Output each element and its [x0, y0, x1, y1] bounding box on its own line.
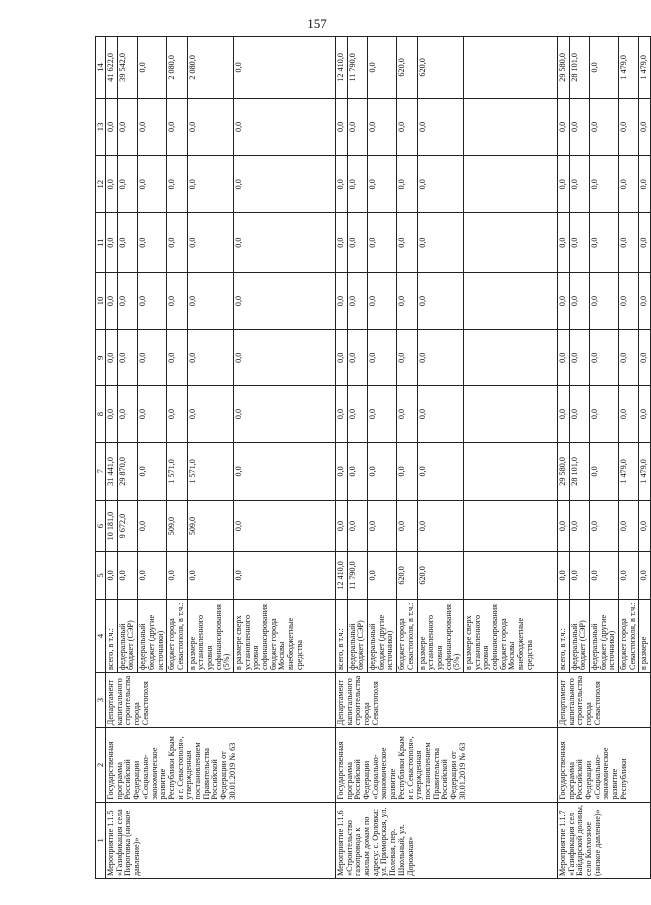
- value-cell: 0,0: [234, 213, 336, 272]
- value-cell: 0,0: [336, 98, 348, 155]
- funding-source-cell: в размере сверх установленного уровня софинансирования бюджет города Москвы внебюджетные средства: [463, 599, 557, 672]
- value-cell: 0,0: [117, 386, 137, 442]
- funding-source-cell: всего, в т.ч.:: [106, 599, 118, 672]
- value-cell: [463, 98, 557, 155]
- value-cell: 0,0: [167, 213, 187, 272]
- value-cell: 0,0: [397, 272, 417, 329]
- value-cell: [463, 37, 557, 99]
- value-cell: 0,0: [397, 330, 417, 386]
- value-cell: 11 790,0: [347, 37, 367, 99]
- value-cell: 0,0: [569, 330, 589, 386]
- rotated-table-container: [95, 36, 649, 879]
- value-cell: 0,0: [347, 98, 367, 155]
- value-cell: 0,0: [590, 501, 619, 552]
- value-cell: 0,0: [639, 98, 651, 155]
- page-number: 157: [307, 16, 327, 31]
- column-number-row: [96, 37, 106, 879]
- funding-source-cell: федеральный бюджет (другие источники): [368, 599, 397, 672]
- value-cell: 0,0: [187, 213, 233, 272]
- value-cell: 39 542,0: [117, 37, 137, 99]
- value-cell: 1 479,0: [619, 442, 639, 500]
- funding-source-cell: федеральный бюджет (другие источники): [138, 599, 167, 672]
- value-cell: 0,0: [347, 442, 367, 500]
- value-cell: 0,0: [557, 213, 569, 272]
- value-cell: 0,0: [639, 552, 651, 600]
- value-cell: 0,0: [117, 213, 137, 272]
- funding-source-cell: федеральный бюджет (другие источники): [590, 599, 619, 672]
- value-cell: 0,0: [590, 37, 619, 99]
- funding-source-cell: в размере установленного уровня софинансирования (5%): [187, 599, 233, 672]
- value-cell: 0,0: [639, 213, 651, 272]
- value-cell: 1 479,0: [619, 37, 639, 99]
- value-cell: 0,0: [347, 213, 367, 272]
- value-cell: 0,0: [417, 213, 463, 272]
- value-cell: 0,0: [167, 272, 187, 329]
- column-number-cell: 11: [96, 213, 106, 272]
- value-cell: 0,0: [569, 272, 589, 329]
- value-cell: 0,0: [336, 386, 348, 442]
- value-cell: [463, 501, 557, 552]
- table-row: [106, 37, 118, 879]
- value-cell: [463, 213, 557, 272]
- value-cell: 0,0: [138, 386, 167, 442]
- value-cell: 0,0: [557, 156, 569, 213]
- value-cell: 0,0: [234, 552, 336, 600]
- value-cell: 10 181,0: [106, 501, 118, 552]
- value-cell: 0,0: [117, 98, 137, 155]
- measure-cell: Мероприятие 1.1.6 «Строительство газопровода к жилым домам по адресу: с. Орловка: ул. Приморская, ул. Полевая, пер. Школьный, ул. Дорожная»: [336, 802, 558, 878]
- value-cell: [463, 386, 557, 442]
- value-cell: 0,0: [368, 442, 397, 500]
- value-cell: 0,0: [397, 213, 417, 272]
- value-cell: [463, 442, 557, 500]
- value-cell: 0,0: [639, 272, 651, 329]
- value-cell: 1 571,0: [187, 442, 233, 500]
- value-cell: 0,0: [557, 552, 569, 600]
- value-cell: 0,0: [557, 386, 569, 442]
- value-cell: 0,0: [138, 552, 167, 600]
- value-cell: 0,0: [347, 501, 367, 552]
- value-cell: 0,0: [397, 386, 417, 442]
- value-cell: 0,0: [234, 272, 336, 329]
- value-cell: [463, 156, 557, 213]
- value-cell: 0,0: [234, 442, 336, 500]
- value-cell: 28 101,0: [569, 37, 589, 99]
- value-cell: 0,0: [619, 272, 639, 329]
- value-cell: 620,0: [417, 552, 463, 600]
- value-cell: [463, 330, 557, 386]
- value-cell: 0,0: [417, 386, 463, 442]
- value-cell: 0,0: [106, 330, 118, 386]
- column-number-cell: 14: [96, 37, 106, 99]
- value-cell: 28 101,0: [569, 442, 589, 500]
- value-cell: 0,0: [368, 501, 397, 552]
- value-cell: 29 580,0: [557, 442, 569, 500]
- value-cell: 0,0: [417, 272, 463, 329]
- funding-table: [95, 36, 651, 879]
- value-cell: 0,0: [187, 98, 233, 155]
- value-cell: 0,0: [138, 37, 167, 99]
- funding-source-cell: всего, в т.ч.:: [557, 599, 569, 672]
- value-cell: 0,0: [368, 98, 397, 155]
- value-cell: 12 410,0: [336, 552, 348, 600]
- value-cell: 0,0: [368, 37, 397, 99]
- value-cell: 0,0: [187, 156, 233, 213]
- value-cell: 0,0: [417, 98, 463, 155]
- value-cell: 0,0: [167, 330, 187, 386]
- value-cell: 0,0: [187, 386, 233, 442]
- value-cell: 0,0: [590, 442, 619, 500]
- value-cell: 0,0: [167, 98, 187, 155]
- value-cell: 0,0: [590, 272, 619, 329]
- value-cell: 0,0: [117, 272, 137, 329]
- funding-source-cell: федеральный бюджет (СЭР): [117, 599, 137, 672]
- value-cell: 0,0: [557, 98, 569, 155]
- value-cell: 0,0: [557, 330, 569, 386]
- program-cell: Государственная программа Российской Федерации «Социально-экономическое развитие Республики Крым и г. Севастополя», утвержденная постановлением Правительства Российской Федерации от 30.01.2019 № 63: [336, 728, 558, 802]
- funding-source-cell: бюджет города Севастополя, в т.ч.:: [397, 599, 417, 672]
- value-cell: 0,0: [347, 330, 367, 386]
- value-cell: 0,0: [347, 272, 367, 329]
- program-cell: Государственная программа Российской Федерации «Социально-экономическое развитие Республики Крым и г. Севастополя», утвержденная постановлением Правительства Российской Федерации от 30.01.2019 № 63: [106, 728, 336, 802]
- value-cell: 509,0: [167, 501, 187, 552]
- value-cell: 0,0: [336, 156, 348, 213]
- value-cell: 0,0: [368, 386, 397, 442]
- value-cell: 0,0: [106, 272, 118, 329]
- funding-source-cell: в размере сверх установленного уровня софинансирования бюджет города Москвы внебюджетные средства: [234, 599, 336, 672]
- value-cell: 0,0: [234, 501, 336, 552]
- value-cell: 0,0: [368, 330, 397, 386]
- value-cell: 0,0: [397, 98, 417, 155]
- value-cell: 0,0: [397, 501, 417, 552]
- value-cell: 0,0: [234, 37, 336, 99]
- value-cell: 0,0: [347, 156, 367, 213]
- value-cell: 0,0: [234, 156, 336, 213]
- value-cell: 620,0: [397, 37, 417, 99]
- value-cell: 0,0: [106, 213, 118, 272]
- value-cell: 0,0: [397, 442, 417, 500]
- value-cell: 0,0: [106, 156, 118, 213]
- value-cell: 41 622,0: [106, 37, 118, 99]
- value-cell: 0,0: [187, 552, 233, 600]
- value-cell: [463, 552, 557, 600]
- value-cell: 0,0: [619, 98, 639, 155]
- funding-source-cell: бюджет города Севастополя, в т.ч.:: [167, 599, 187, 672]
- value-cell: 0,0: [569, 552, 589, 600]
- column-number-cell: 1: [96, 802, 106, 878]
- column-number-cell: 7: [96, 442, 106, 500]
- column-number-cell: 12: [96, 156, 106, 213]
- value-cell: 2 080,0: [167, 37, 187, 99]
- value-cell: 2 080,0: [187, 37, 233, 99]
- column-number-cell: 8: [96, 386, 106, 442]
- value-cell: 0,0: [619, 552, 639, 600]
- funding-source-cell: в размере: [639, 599, 651, 672]
- value-cell: 0,0: [234, 330, 336, 386]
- measure-cell: Мероприятие 1.1.7 «Газификация сел Байдарской долины, село Колхозное (низкое давление)»: [557, 802, 650, 878]
- value-cell: 0,0: [336, 330, 348, 386]
- value-cell: 0,0: [417, 156, 463, 213]
- value-cell: 0,0: [138, 272, 167, 329]
- executor-cell: Департамент капитального строительства города Севастополя: [106, 673, 336, 728]
- value-cell: 0,0: [106, 386, 118, 442]
- value-cell: 0,0: [639, 156, 651, 213]
- value-cell: 0,0: [138, 501, 167, 552]
- funding-source-cell: федеральный бюджет (СЭР): [347, 599, 367, 672]
- value-cell: 0,0: [619, 156, 639, 213]
- value-cell: 0,0: [368, 156, 397, 213]
- table-row: [336, 37, 348, 879]
- value-cell: 0,0: [397, 156, 417, 213]
- measure-cell: Мероприятие 1.1.5 «Газификация села Пироговка (низкое давление)»: [106, 802, 336, 878]
- value-cell: 0,0: [417, 442, 463, 500]
- value-cell: 0,0: [167, 386, 187, 442]
- value-cell: 0,0: [336, 213, 348, 272]
- value-cell: 9 672,0: [117, 501, 137, 552]
- column-number-cell: 13: [96, 98, 106, 155]
- value-cell: 0,0: [138, 442, 167, 500]
- value-cell: 0,0: [167, 156, 187, 213]
- value-cell: 0,0: [590, 156, 619, 213]
- funding-source-cell: всего, в т.ч.:: [336, 599, 348, 672]
- value-cell: 0,0: [569, 98, 589, 155]
- value-cell: 0,0: [417, 501, 463, 552]
- value-cell: 0,0: [368, 213, 397, 272]
- column-number-cell: 2: [96, 728, 106, 802]
- value-cell: 0,0: [138, 98, 167, 155]
- value-cell: 0,0: [619, 501, 639, 552]
- value-cell: 0,0: [590, 552, 619, 600]
- value-cell: 0,0: [234, 98, 336, 155]
- column-number-cell: 3: [96, 673, 106, 728]
- funding-source-cell: бюджет города Севастополя, в т.ч.:: [619, 599, 639, 672]
- value-cell: 0,0: [368, 272, 397, 329]
- value-cell: 0,0: [590, 98, 619, 155]
- value-cell: 0,0: [569, 501, 589, 552]
- column-number-cell: 10: [96, 272, 106, 329]
- value-cell: 0,0: [417, 330, 463, 386]
- value-cell: 0,0: [336, 272, 348, 329]
- value-cell: 0,0: [639, 330, 651, 386]
- column-number-cell: 6: [96, 501, 106, 552]
- value-cell: 1 479,0: [639, 442, 651, 500]
- value-cell: 0,0: [187, 272, 233, 329]
- value-cell: 0,0: [106, 552, 118, 600]
- value-cell: 0,0: [557, 501, 569, 552]
- value-cell: 0,0: [106, 98, 118, 155]
- funding-source-cell: федеральный бюджет (СЭР): [569, 599, 589, 672]
- value-cell: 620,0: [397, 552, 417, 600]
- value-cell: 0,0: [619, 386, 639, 442]
- value-cell: 1 571,0: [167, 442, 187, 500]
- value-cell: 0,0: [569, 386, 589, 442]
- value-cell: 12 410,0: [336, 37, 348, 99]
- program-cell: Государственная программа Российской Федерации «Социально-экономическое развитие Республики: [557, 728, 650, 802]
- executor-cell: Департамент капитального строительства города Севастополя: [336, 673, 558, 728]
- value-cell: 0,0: [590, 330, 619, 386]
- value-cell: 0,0: [138, 156, 167, 213]
- value-cell: 0,0: [117, 330, 137, 386]
- column-number-cell: 5: [96, 552, 106, 600]
- funding-source-cell: в размере установленного уровня софинансирования (5%): [417, 599, 463, 672]
- value-cell: 0,0: [336, 442, 348, 500]
- column-number-cell: 9: [96, 330, 106, 386]
- value-cell: 0,0: [619, 330, 639, 386]
- table-row: [557, 37, 569, 879]
- executor-cell: Департамент капитального строительства города Севастополя: [557, 673, 650, 728]
- value-cell: 620,0: [417, 37, 463, 99]
- value-cell: 0,0: [336, 501, 348, 552]
- value-cell: 0,0: [639, 386, 651, 442]
- value-cell: 29 870,0: [117, 442, 137, 500]
- value-cell: 0,0: [187, 330, 233, 386]
- value-cell: 0,0: [234, 386, 336, 442]
- value-cell: 0,0: [569, 156, 589, 213]
- value-cell: 0,0: [347, 386, 367, 442]
- value-cell: 29 580,0: [557, 37, 569, 99]
- value-cell: 0,0: [138, 213, 167, 272]
- value-cell: 11 790,0: [347, 552, 367, 600]
- value-cell: 1 479,0: [639, 37, 651, 99]
- value-cell: 0,0: [167, 552, 187, 600]
- value-cell: 509,0: [187, 501, 233, 552]
- value-cell: 0,0: [590, 386, 619, 442]
- value-cell: 0,0: [619, 213, 639, 272]
- value-cell: 31 441,0: [106, 442, 118, 500]
- value-cell: 0,0: [569, 213, 589, 272]
- value-cell: 0,0: [639, 501, 651, 552]
- value-cell: 0,0: [368, 552, 397, 600]
- value-cell: 0,0: [117, 156, 137, 213]
- column-number-cell: 4: [96, 599, 106, 672]
- value-cell: [463, 272, 557, 329]
- value-cell: 0,0: [117, 552, 137, 600]
- value-cell: 0,0: [138, 330, 167, 386]
- value-cell: 0,0: [590, 213, 619, 272]
- value-cell: 0,0: [557, 272, 569, 329]
